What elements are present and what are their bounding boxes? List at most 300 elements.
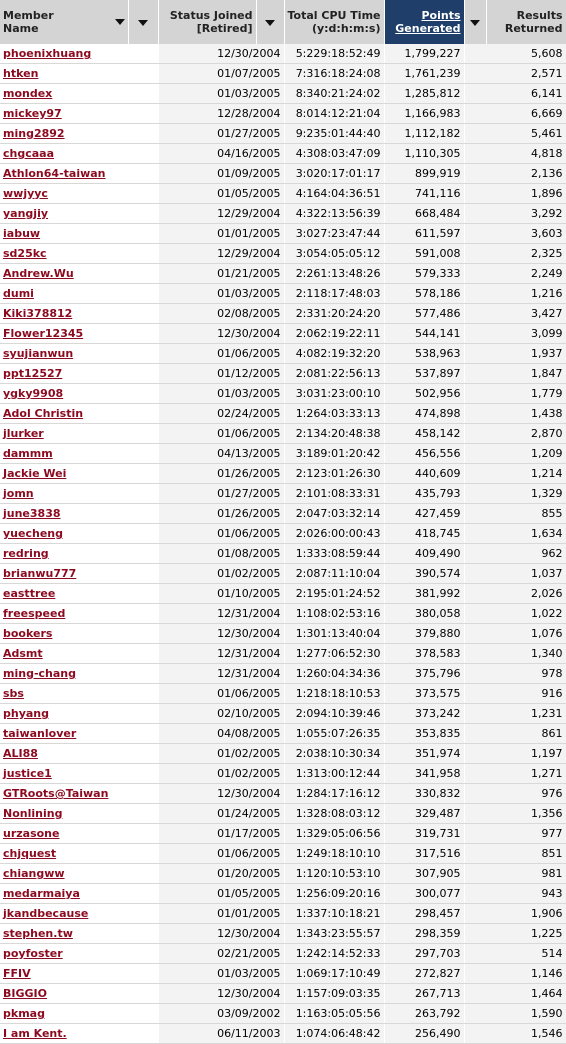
member-name-cell [0, 1004, 158, 1024]
member-name-link[interactable]: Adol Christin [3, 407, 84, 420]
sort-arrow-icon[interactable] [265, 20, 275, 26]
points-generated-cell: 458,142 [384, 424, 464, 444]
results-returned-cell: 2,026 [464, 584, 566, 604]
points-generated-cell: 373,242 [384, 704, 464, 724]
member-name-link[interactable]: taiwanlover [3, 727, 77, 740]
member-name-cell [0, 684, 158, 704]
member-name-link[interactable]: medarmaiya [3, 887, 80, 900]
member-name-cell [0, 724, 158, 744]
points-generated-cell: 330,832 [384, 784, 464, 804]
table-row [0, 984, 566, 1004]
member-name-link[interactable]: phyang [3, 707, 50, 720]
results-returned-cell: 3,292 [464, 204, 566, 224]
table-row [0, 944, 566, 964]
status-joined-cell: 04/13/2005 [158, 444, 284, 464]
table-row [0, 224, 566, 244]
results-returned-cell: 4,818 [464, 144, 566, 164]
status-joined-cell: 01/06/2005 [158, 344, 284, 364]
member-name-cell [0, 324, 158, 344]
status-joined-cell: 12/29/2004 [158, 204, 284, 224]
member-name-cell [0, 244, 158, 264]
status-joined-cell: 01/03/2005 [158, 964, 284, 984]
status-joined-cell: 01/09/2005 [158, 164, 284, 184]
status-joined-cell: 12/30/2004 [158, 784, 284, 804]
member-name-cell [0, 784, 158, 804]
points-generated-cell: 307,905 [384, 864, 464, 884]
total-cpu-time-cell: 3:054:05:05:12 [284, 244, 384, 264]
status-joined-cell: 01/02/2005 [158, 744, 284, 764]
points-generated-cell: 1,166,983 [384, 104, 464, 124]
member-name-cell [0, 924, 158, 944]
column-header-points-generated[interactable] [384, 0, 464, 44]
total-cpu-time-cell: 1:055:07:26:35 [284, 724, 384, 744]
total-cpu-time-cell: 1:337:10:18:21 [284, 904, 384, 924]
table-row [0, 1024, 566, 1044]
points-generated-cell: 298,359 [384, 924, 464, 944]
points-generated-cell: 544,141 [384, 324, 464, 344]
status-joined-cell: 02/10/2005 [158, 704, 284, 724]
member-name-cell [0, 164, 158, 184]
member-name-link[interactable]: BIGGIO [3, 987, 47, 1000]
total-cpu-time-label: Total CPU Time (y:d:h:m:s) [287, 9, 381, 35]
results-returned-cell: 855 [464, 504, 566, 524]
results-returned-cell: 976 [464, 784, 566, 804]
member-name-cell [0, 944, 158, 964]
member-name-link[interactable]: justice1 [3, 767, 52, 780]
status-joined-cell: 01/02/2005 [158, 764, 284, 784]
points-generated-cell: 263,792 [384, 1004, 464, 1024]
points-generated-cell: 317,516 [384, 844, 464, 864]
member-name-link[interactable]: phoenixhuang [3, 47, 92, 60]
table-row [0, 64, 566, 84]
table-row [0, 484, 566, 504]
points-generated-cell: 474,898 [384, 404, 464, 424]
results-returned-cell: 1,937 [464, 344, 566, 364]
member-name-link[interactable]: Andrew.Wu [3, 267, 74, 280]
member-name-link[interactable]: dammm [3, 447, 53, 460]
points-generated-cell: 300,077 [384, 884, 464, 904]
member-name-cell [0, 1024, 158, 1044]
member-name-cell [0, 884, 158, 904]
total-cpu-time-cell: 1:218:18:10:53 [284, 684, 384, 704]
status-joined-cell: 01/06/2005 [158, 844, 284, 864]
status-joined-label: Status Joined [Retired] [169, 9, 253, 35]
member-name-link[interactable]: sbs [3, 687, 24, 700]
total-cpu-time-cell: 1:163:05:05:56 [284, 1004, 384, 1024]
results-returned-cell: 2,136 [464, 164, 566, 184]
member-name-link[interactable]: htken [3, 67, 39, 80]
status-joined-cell: 01/07/2005 [158, 64, 284, 84]
member-name-cell [0, 264, 158, 284]
results-returned-cell: 514 [464, 944, 566, 964]
member-name-cell [0, 544, 158, 564]
member-name-link[interactable]: Nonlining [3, 807, 63, 820]
member-name-cell [0, 904, 158, 924]
header-row [0, 0, 566, 44]
member-name-link[interactable]: yangjiy [3, 207, 49, 220]
member-name-link[interactable]: yuecheng [3, 527, 63, 540]
status-joined-cell: 01/01/2005 [158, 224, 284, 244]
results-returned-cell: 5,461 [464, 124, 566, 144]
member-name-link[interactable]: ming2892 [3, 127, 65, 140]
table-row [0, 464, 566, 484]
points-generated-cell: 578,186 [384, 284, 464, 304]
status-joined-cell: 01/20/2005 [158, 864, 284, 884]
points-generated-cell: 353,835 [384, 724, 464, 744]
table-row [0, 764, 566, 784]
total-cpu-time-cell: 2:094:10:39:46 [284, 704, 384, 724]
member-name-cell [0, 484, 158, 504]
member-name-link[interactable]: redring [3, 547, 49, 560]
total-cpu-time-cell: 2:195:01:24:52 [284, 584, 384, 604]
total-cpu-time-cell: 1:260:04:34:36 [284, 664, 384, 684]
points-generated-cell: 341,958 [384, 764, 464, 784]
status-joined-cell: 12/31/2004 [158, 664, 284, 684]
results-returned-cell: 3,427 [464, 304, 566, 324]
member-name-cell [0, 524, 158, 544]
points-generated-cell: 373,575 [384, 684, 464, 704]
results-returned-cell: 1,216 [464, 284, 566, 304]
total-cpu-time-cell: 3:189:01:20:42 [284, 444, 384, 464]
points-generated-cell: 537,897 [384, 364, 464, 384]
member-name-link[interactable]: freespeed [3, 607, 66, 620]
table-row [0, 244, 566, 264]
table-row [0, 124, 566, 144]
member-name-link[interactable]: mickey97 [3, 107, 62, 120]
points-generated-cell: 502,956 [384, 384, 464, 404]
member-name-link[interactable]: FFIV [3, 967, 31, 980]
status-joined-cell: 01/27/2005 [158, 124, 284, 144]
table-row [0, 824, 566, 844]
member-name-link[interactable]: stephen.tw [3, 927, 73, 940]
points-generated-cell: 1,799,227 [384, 44, 464, 64]
table-row [0, 524, 566, 544]
member-name-link[interactable]: Athlon64-taiwan [3, 167, 106, 180]
results-returned-cell: 1,438 [464, 404, 566, 424]
total-cpu-time-cell: 2:331:20:24:20 [284, 304, 384, 324]
table-row [0, 744, 566, 764]
total-cpu-time-cell: 4:308:03:47:09 [284, 144, 384, 164]
member-name-link[interactable]: Kiki378812 [3, 307, 73, 320]
status-joined-cell: 12/30/2004 [158, 924, 284, 944]
points-generated-cell: 538,963 [384, 344, 464, 364]
member-name-link[interactable]: ppt12527 [3, 367, 63, 380]
total-cpu-time-cell: 1:264:03:33:13 [284, 404, 384, 424]
results-returned-cell: 2,325 [464, 244, 566, 264]
total-cpu-time-cell: 3:020:17:01:17 [284, 164, 384, 184]
member-name-cell [0, 764, 158, 784]
points-generated-cell: 440,609 [384, 464, 464, 484]
table-row [0, 84, 566, 104]
total-cpu-time-cell: 1:301:13:40:04 [284, 624, 384, 644]
member-name-link[interactable]: jkandbecause [3, 907, 89, 920]
member-name-link[interactable]: chjquest [3, 847, 57, 860]
points-generated-cell: 899,919 [384, 164, 464, 184]
member-name-cell [0, 804, 158, 824]
member-name-link[interactable]: brianwu777 [3, 567, 77, 580]
member-name-link[interactable]: bookers [3, 627, 53, 640]
table-row [0, 424, 566, 444]
table-row [0, 584, 566, 604]
member-name-cell [0, 384, 158, 404]
results-returned-cell: 861 [464, 724, 566, 744]
table-row [0, 444, 566, 464]
points-generated-cell: 267,713 [384, 984, 464, 1004]
member-name-cell [0, 404, 158, 424]
member-name-cell [0, 124, 158, 144]
table-row [0, 784, 566, 804]
results-returned-cell: 5,608 [464, 44, 566, 64]
table-row [0, 164, 566, 184]
results-returned-cell: 1,209 [464, 444, 566, 464]
status-joined-cell: 01/03/2005 [158, 84, 284, 104]
points-generated-cell: 1,761,239 [384, 64, 464, 84]
results-returned-cell: 3,603 [464, 224, 566, 244]
total-cpu-time-cell: 2:134:20:48:38 [284, 424, 384, 444]
table-row [0, 204, 566, 224]
status-joined-cell: 01/08/2005 [158, 544, 284, 564]
results-returned-cell: 3,099 [464, 324, 566, 344]
total-cpu-time-cell: 1:157:09:03:35 [284, 984, 384, 1004]
sort-arrow-icon[interactable] [138, 20, 148, 26]
total-cpu-time-cell: 2:047:03:32:14 [284, 504, 384, 524]
status-joined-cell: 02/08/2005 [158, 304, 284, 324]
results-returned-cell: 1,022 [464, 604, 566, 624]
member-name-cell [0, 644, 158, 664]
member-name-link[interactable]: easttree [3, 587, 56, 600]
results-returned-cell: 1,214 [464, 464, 566, 484]
results-returned-cell: 1,546 [464, 1024, 566, 1044]
results-returned-label: Results Returned [504, 9, 563, 35]
sort-arrow-icon[interactable] [470, 20, 480, 26]
member-name-link[interactable]: Adsmt [3, 647, 43, 660]
results-returned-cell: 1,906 [464, 904, 566, 924]
member-name-link[interactable]: sd25kc [3, 247, 47, 260]
table-row [0, 304, 566, 324]
member-name-cell [0, 144, 158, 164]
status-joined-cell: 01/05/2005 [158, 184, 284, 204]
points-generated-cell: 272,827 [384, 964, 464, 984]
results-returned-cell: 2,249 [464, 264, 566, 284]
status-joined-cell: 12/30/2004 [158, 624, 284, 644]
member-name-link[interactable]: Jackie Wei [3, 467, 67, 480]
member-name-cell [0, 664, 158, 684]
total-cpu-time-cell: 4:322:13:56:39 [284, 204, 384, 224]
member-name-cell [0, 964, 158, 984]
results-returned-cell: 1,146 [464, 964, 566, 984]
status-joined-cell: 06/11/2003 [158, 1024, 284, 1044]
points-generated-cell: 298,457 [384, 904, 464, 924]
results-returned-cell: 1,590 [464, 1004, 566, 1024]
total-cpu-time-cell: 2:038:10:30:34 [284, 744, 384, 764]
status-joined-cell: 01/17/2005 [158, 824, 284, 844]
member-name-cell [0, 824, 158, 844]
sort-arrow-icon[interactable] [115, 19, 125, 25]
member-name-cell [0, 204, 158, 224]
table-row [0, 684, 566, 704]
total-cpu-time-cell: 1:074:06:48:42 [284, 1024, 384, 1044]
column-header-sort-results[interactable] [464, 0, 486, 44]
table-row [0, 544, 566, 564]
total-cpu-time-cell: 2:123:01:26:30 [284, 464, 384, 484]
status-joined-cell: 04/16/2005 [158, 144, 284, 164]
member-name-cell [0, 604, 158, 624]
status-joined-cell: 02/24/2005 [158, 404, 284, 424]
total-cpu-time-cell: 3:031:23:00:10 [284, 384, 384, 404]
status-joined-cell: 03/09/2002 [158, 1004, 284, 1024]
results-returned-cell: 1,197 [464, 744, 566, 764]
member-name-cell [0, 364, 158, 384]
results-returned-cell: 1,356 [464, 804, 566, 824]
member-name-cell [0, 424, 158, 444]
member-name-cell [0, 984, 158, 1004]
results-returned-cell: 978 [464, 664, 566, 684]
points-generated-cell: 378,583 [384, 644, 464, 664]
column-header-sort-cpu[interactable] [256, 0, 284, 44]
member-name-link[interactable]: chiangww [3, 867, 65, 880]
status-joined-cell: 12/29/2004 [158, 244, 284, 264]
member-name-link[interactable]: I am Kent. [3, 1027, 67, 1040]
results-returned-cell: 1,464 [464, 984, 566, 1004]
status-joined-cell: 04/08/2005 [158, 724, 284, 744]
member-name-link[interactable]: ALI88 [3, 747, 38, 760]
total-cpu-time-cell: 1:313:00:12:44 [284, 764, 384, 784]
table-row [0, 504, 566, 524]
column-header-member-name [0, 0, 128, 44]
total-cpu-time-cell: 1:277:06:52:30 [284, 644, 384, 664]
member-name-link[interactable]: chgcaaa [3, 147, 55, 160]
results-returned-cell: 1,634 [464, 524, 566, 544]
table-row [0, 724, 566, 744]
points-generated-cell: 591,008 [384, 244, 464, 264]
table-row [0, 384, 566, 404]
table-row [0, 904, 566, 924]
points-generated-cell: 741,116 [384, 184, 464, 204]
member-name-link[interactable]: syujianwun [3, 347, 74, 360]
table-row [0, 144, 566, 164]
table-row [0, 1004, 566, 1024]
points-generated-cell: 1,285,812 [384, 84, 464, 104]
member-name-link[interactable]: ming-chang [3, 667, 76, 680]
points-generated-cell: 611,597 [384, 224, 464, 244]
table-row [0, 104, 566, 124]
member-name-link[interactable]: urzasone [3, 827, 60, 840]
results-returned-cell: 1,037 [464, 564, 566, 584]
member-name-link[interactable]: wwjyyc [3, 187, 48, 200]
points-generated-cell: 319,731 [384, 824, 464, 844]
total-cpu-time-cell: 2:081:22:56:13 [284, 364, 384, 384]
results-returned-cell: 1,225 [464, 924, 566, 944]
results-returned-cell: 1,896 [464, 184, 566, 204]
status-joined-cell: 01/06/2005 [158, 524, 284, 544]
points-generated-cell: 427,459 [384, 504, 464, 524]
member-name-link[interactable]: poyfoster [3, 947, 63, 960]
column-header-total-cpu-time [284, 0, 384, 44]
points-generated-cell: 577,486 [384, 304, 464, 324]
member-name-cell [0, 564, 158, 584]
points-generated-cell: 1,112,182 [384, 124, 464, 144]
table-row [0, 324, 566, 344]
points-generated-cell: 390,574 [384, 564, 464, 584]
total-cpu-time-cell: 8:340:21:24:02 [284, 84, 384, 104]
member-name-cell [0, 744, 158, 764]
member-name-cell [0, 104, 158, 124]
member-name-cell [0, 224, 158, 244]
points-generated-cell: 379,880 [384, 624, 464, 644]
total-cpu-time-cell: 1:069:17:10:49 [284, 964, 384, 984]
total-cpu-time-cell: 1:329:05:06:56 [284, 824, 384, 844]
total-cpu-time-cell: 2:118:17:48:03 [284, 284, 384, 304]
points-generated-sort-link[interactable]: Points Generated [395, 9, 461, 35]
member-name-cell [0, 844, 158, 864]
member-name-link[interactable]: mondex [3, 87, 53, 100]
results-returned-cell: 1,847 [464, 364, 566, 384]
table-row [0, 604, 566, 624]
member-name-link[interactable]: iabuw [3, 227, 41, 240]
member-name-cell [0, 304, 158, 324]
table-row [0, 804, 566, 824]
member-name-link[interactable]: Flower12345 [3, 327, 84, 340]
total-cpu-time-cell: 7:316:18:24:08 [284, 64, 384, 84]
member-name-link[interactable]: pkmag [3, 1007, 45, 1020]
status-joined-cell: 12/30/2004 [158, 984, 284, 1004]
column-header-sort-status[interactable] [128, 0, 158, 44]
results-returned-cell: 1,076 [464, 624, 566, 644]
results-returned-cell: 1,271 [464, 764, 566, 784]
status-joined-cell: 01/21/2005 [158, 264, 284, 284]
total-cpu-time-cell: 1:242:14:52:33 [284, 944, 384, 964]
member-name-cell [0, 464, 158, 484]
total-cpu-time-cell: 2:261:13:48:26 [284, 264, 384, 284]
member-name-link[interactable]: GTRoots@Taiwan [3, 787, 109, 800]
status-joined-cell: 01/12/2005 [158, 364, 284, 384]
total-cpu-time-cell: 1:249:18:10:10 [284, 844, 384, 864]
results-returned-cell: 6,141 [464, 84, 566, 104]
total-cpu-time-cell: 1:343:23:55:57 [284, 924, 384, 944]
member-name-cell [0, 864, 158, 884]
status-joined-cell: 01/03/2005 [158, 384, 284, 404]
member-name-link[interactable]: jlurker [3, 427, 44, 440]
member-name-cell [0, 344, 158, 364]
table-row [0, 624, 566, 644]
points-generated-cell: 668,484 [384, 204, 464, 224]
status-joined-cell: 01/26/2005 [158, 504, 284, 524]
table-row [0, 844, 566, 864]
status-joined-cell: 01/01/2005 [158, 904, 284, 924]
member-name-cell [0, 284, 158, 304]
member-name-link[interactable]: jomn [3, 487, 34, 500]
points-generated-cell: 380,058 [384, 604, 464, 624]
points-generated-cell: 1,110,305 [384, 144, 464, 164]
status-joined-cell: 01/10/2005 [158, 584, 284, 604]
member-name-cell [0, 704, 158, 724]
points-generated-cell: 375,796 [384, 664, 464, 684]
member-name-link[interactable]: dumi [3, 287, 34, 300]
table-row [0, 364, 566, 384]
total-cpu-time-cell: 5:229:18:52:49 [284, 44, 384, 64]
status-joined-cell: 01/26/2005 [158, 464, 284, 484]
member-name-link[interactable]: ygky9908 [3, 387, 64, 400]
table-row [0, 44, 566, 64]
member-name-cell [0, 44, 158, 64]
status-joined-cell: 12/30/2004 [158, 44, 284, 64]
member-rows [0, 44, 566, 1044]
points-generated-cell: 456,556 [384, 444, 464, 464]
results-returned-cell: 6,669 [464, 104, 566, 124]
column-header-results-returned [486, 0, 566, 44]
points-generated-cell: 579,333 [384, 264, 464, 284]
member-name-link[interactable]: june3838 [3, 507, 61, 520]
